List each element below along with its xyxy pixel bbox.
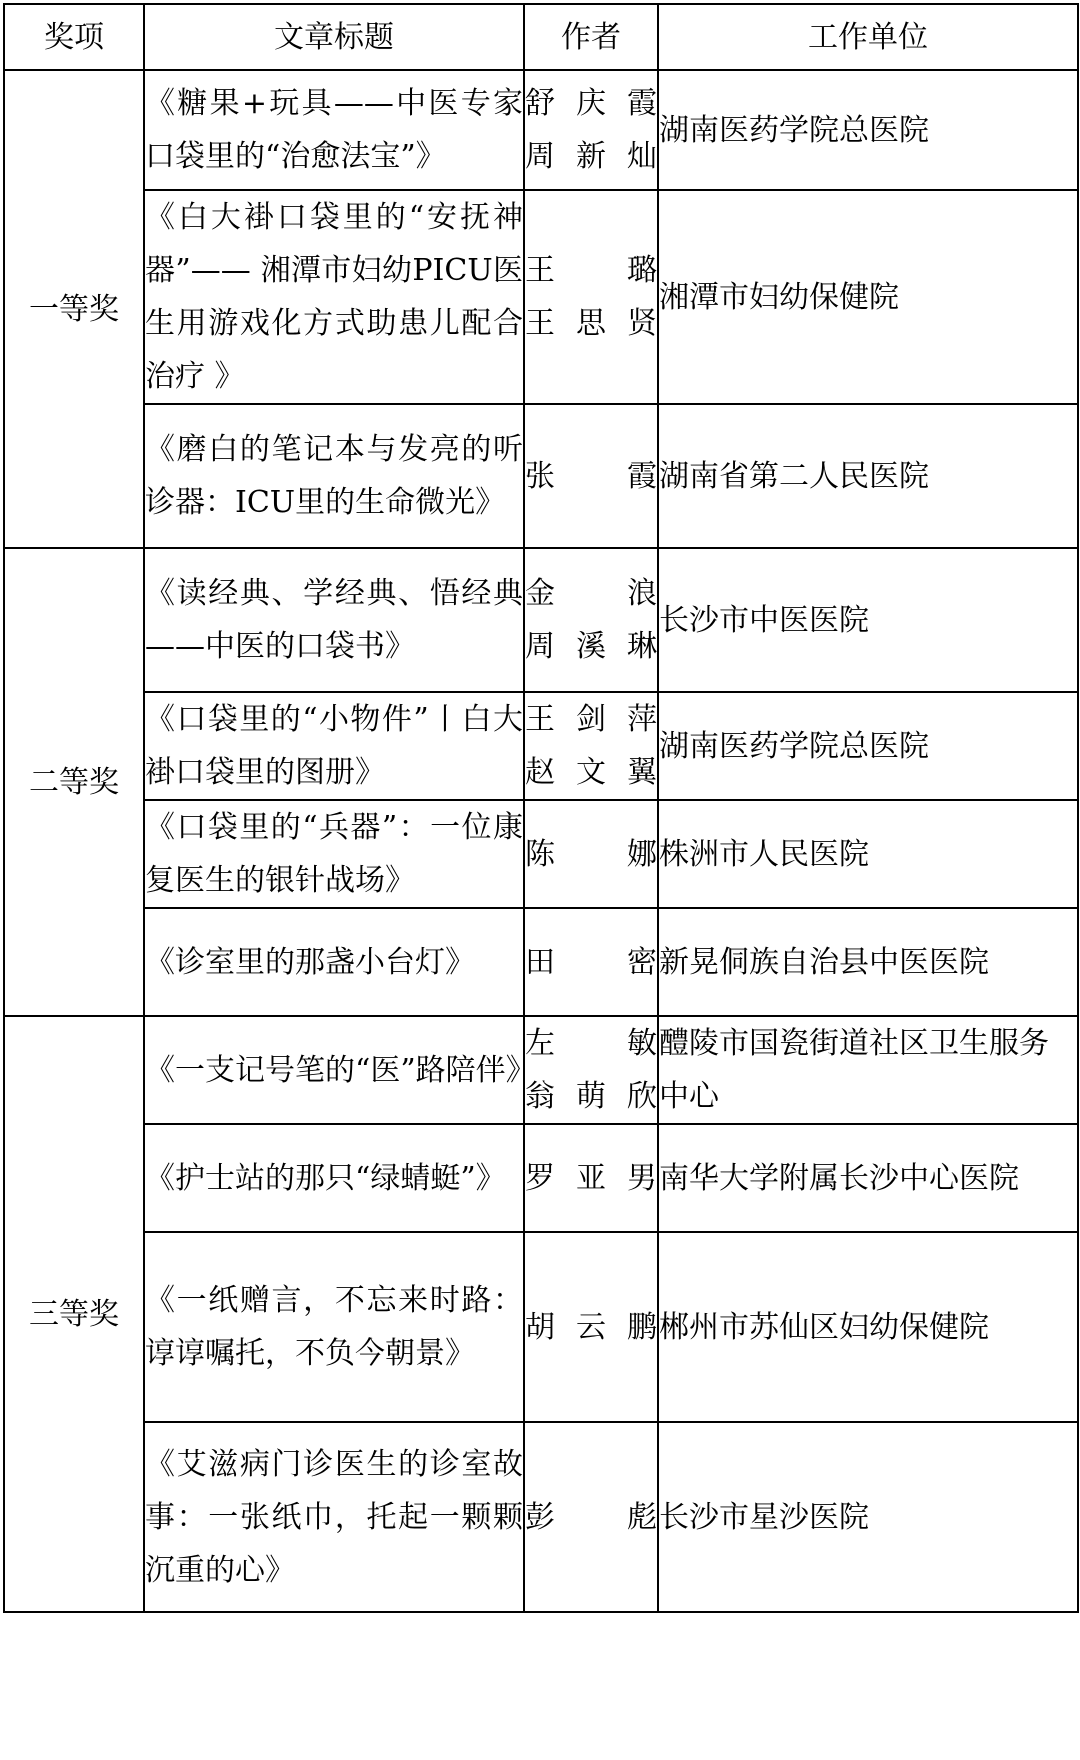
header-author: 作者 [524,4,658,70]
table-row [4,908,1078,1016]
author-cell [524,1422,658,1612]
author-name: 罗亚男 [525,1160,657,1196]
work-unit-cell [658,1124,1078,1232]
work-unit-cell [658,190,1078,404]
table-row [4,1016,1078,1124]
work-unit-cell [658,404,1078,548]
table-row [4,70,1078,190]
header-row [4,4,1078,70]
work-unit: 湖南医药学院总医院 [659,728,929,764]
table-row [4,1422,1078,1612]
author-name: 金 浪 [525,576,657,611]
author-name: 左 敏 [525,1026,657,1061]
work-unit-cell [658,908,1078,1016]
table-row [4,800,1078,908]
table-row [4,1232,1078,1422]
award-level: 一等奖 [29,291,119,327]
table-row [4,1124,1078,1232]
author-name: 田 密 [525,944,657,980]
work-unit-cell [658,1016,1078,1124]
author-cell [524,800,658,908]
work-unit: 湖南医药学院总医院 [659,112,929,148]
work-unit-cell [658,692,1078,800]
article-title: 《磨白的笔记本与发亮的听诊器：ICU里的生命微光》 [145,432,523,520]
author-cell [524,404,658,548]
author-name: 王思贤 [525,306,657,341]
award-level: 三等奖 [29,1296,119,1332]
article-title: 《诊室里的那盏小台灯》 [145,944,475,980]
article-title: 《护士站的那只“绿蜻蜓”》 [145,1160,506,1196]
work-unit-cell [658,1232,1078,1422]
article-title: 《白大褂口袋里的“安抚神器”—— 湘潭市妇幼PICU医生用游戏化方式助患儿配合治疗 》 [145,200,523,394]
work-unit: 长沙市中医医院 [659,602,869,638]
article-title: 《口袋里的“小物件”丨白大褂口袋里的图册》 [145,702,523,790]
work-unit: 株洲市人民医院 [659,836,869,872]
article-title-cell [144,1016,536,1124]
author-cell [524,1016,658,1124]
article-title: 《一纸赠言，不忘来时路：谆谆嘱托，不负今朝景》 [145,1283,523,1371]
article-title-cell [144,1232,524,1422]
article-title: 《口袋里的“兵器”：一位康复医生的银针战场》 [145,810,523,898]
article-title-cell [144,800,524,908]
work-unit: 湘潭市妇幼保健院 [659,279,899,315]
article-title-cell [144,1124,524,1232]
table-row [4,692,1078,800]
work-unit: 新晃侗族自治县中医医院 [659,944,989,980]
award-table [3,3,1079,1613]
award-table-body [4,70,1078,1612]
author-cell [524,190,658,404]
author-name: 王剑萍 [525,702,657,737]
author-name: 胡云鹏 [525,1309,657,1345]
author-name: 赵文翼 [525,755,657,790]
article-title: 《艾滋病门诊医生的诊室故事：一张纸巾，托起一颗颗沉重的心》 [145,1446,523,1588]
work-unit: 湖南省第二人民医院 [659,458,929,494]
article-title-cell [144,548,524,692]
author-name: 周溪琳 [525,629,657,664]
author-cell [524,548,658,692]
header-award: 奖项 [4,4,144,70]
article-title-cell [144,1422,524,1612]
article-title: 《一支记号笔的“医”路陪伴》 [145,1052,536,1088]
article-title-cell [144,70,524,190]
author-cell [524,1124,658,1232]
author-name: 舒庆霞 [525,86,657,121]
article-title: 《读经典、学经典、悟经典——中医的口袋书》 [145,576,523,664]
article-title-cell [144,692,524,800]
table-row [4,190,1078,404]
article-title: 《糖果+玩具——中医专家口袋里的“治愈法宝”》 [145,86,523,174]
work-unit-cell [658,800,1078,908]
table-row [4,404,1078,548]
author-name: 张 霞 [525,458,657,494]
work-unit-cell [658,1422,1078,1612]
award-level-cell [4,548,144,1016]
header-title: 文章标题 [144,4,524,70]
author-cell [524,1232,658,1422]
author-name: 翁萌欣 [525,1079,657,1114]
author-cell [524,692,658,800]
article-title-cell [144,190,524,404]
work-unit: 南华大学附属长沙中心医院 [659,1160,1019,1196]
work-unit: 郴州市苏仙区妇幼保健院 [659,1309,989,1345]
award-level-cell [4,70,144,548]
author-cell [524,908,658,1016]
award-level-cell [4,1016,144,1612]
article-title-cell [144,908,524,1016]
author-name: 王 璐 [525,253,657,288]
table-row [4,548,1078,692]
header-org: 工作单位 [658,4,1078,70]
author-name: 周新灿 [525,139,657,174]
author-name: 陈 娜 [525,836,657,872]
award-level: 二等奖 [29,764,119,800]
article-title-cell [144,404,524,548]
author-name: 彭 彪 [525,1499,657,1535]
work-unit: 长沙市星沙医院 [659,1499,869,1535]
work-unit: 醴陵市国瓷街道社区卫生服务中心 [659,1026,1049,1114]
work-unit-cell [658,70,1078,190]
work-unit-cell [658,548,1078,692]
author-cell [524,70,658,190]
